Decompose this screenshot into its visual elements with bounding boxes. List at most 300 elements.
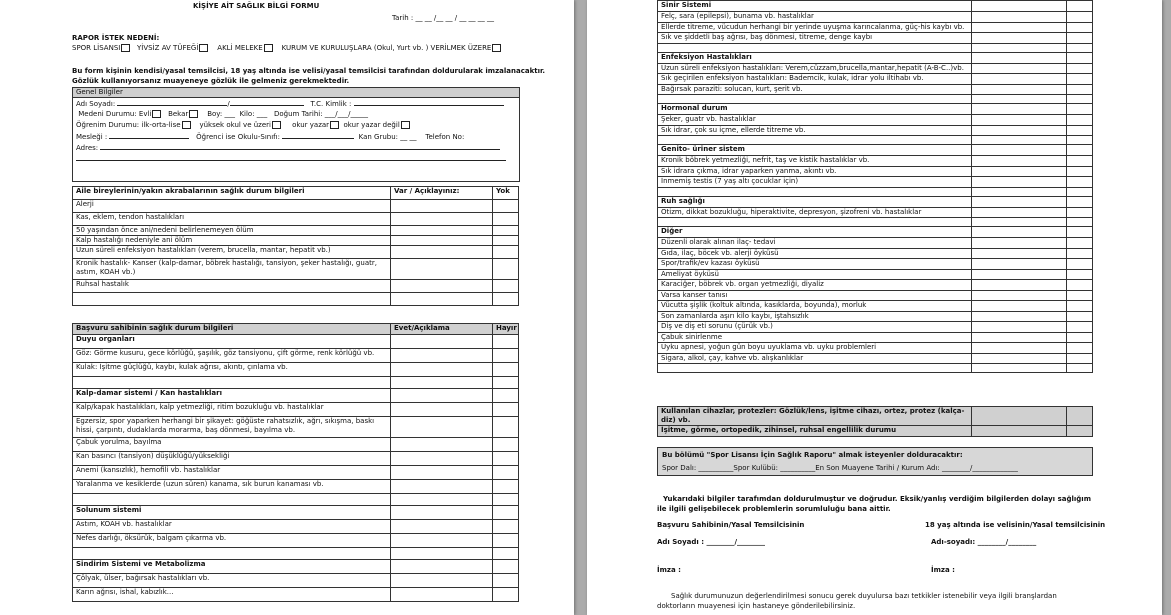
name-input[interactable] (117, 98, 227, 106)
answer-cell[interactable] (1067, 136, 1093, 145)
condition-label: Sık idrar, çok su içme, ellerde titreme vb. (658, 125, 972, 136)
condition-label: Spor/trafik/ev kazası öyküsü (658, 259, 972, 270)
answer-cell[interactable] (391, 466, 493, 480)
checkbox[interactable] (199, 44, 208, 52)
answer-cell[interactable] (1067, 95, 1093, 104)
table-row (658, 343, 1093, 354)
table-row (658, 43, 1093, 52)
condition-label: Astım, KOAH vb. hastalıklar (73, 520, 391, 534)
answer-cell[interactable] (1067, 407, 1093, 426)
answer-cell[interactable] (493, 389, 519, 403)
address-label: Adres: (76, 144, 99, 152)
answer-cell[interactable] (1067, 353, 1093, 364)
answer-cell[interactable] (972, 84, 1067, 95)
answer-cell[interactable] (972, 166, 1067, 177)
address-input[interactable] (100, 142, 500, 150)
answer-cell[interactable] (1067, 280, 1093, 291)
answer-cell[interactable] (391, 560, 493, 574)
answer-cell[interactable] (493, 213, 519, 226)
answer-cell[interactable] (972, 104, 1067, 115)
address-row (73, 142, 519, 153)
signature-right-title: 18 yaş altında ise velisinin/Yasal temsilcisinin (925, 521, 1106, 529)
condition-label: Düzenli olarak alınan ilaç- tedavi (658, 238, 972, 249)
answer-cell[interactable] (493, 452, 519, 466)
answer-cell[interactable] (1067, 1, 1093, 12)
table-row (658, 33, 1093, 44)
answer-cell[interactable] (972, 280, 1067, 291)
answer-cell[interactable] (391, 452, 493, 466)
answer-cell[interactable] (493, 403, 519, 417)
answer-cell[interactable] (972, 426, 1067, 437)
column-header: Var / Açıklayınız: (391, 187, 493, 200)
answer-cell[interactable] (1067, 84, 1093, 95)
answer-cell[interactable] (1067, 156, 1093, 167)
answer-cell[interactable] (391, 200, 493, 213)
section-title: Kalp-damar sistemi / Kan hastalıkları (73, 389, 391, 403)
condition-label: Otizm, dikkat bozukluğu, hiperaktivite, depresyon, şizofreni vb. hastalıklar (658, 207, 972, 218)
condition-label: Kalp/kapak hastalıkları, kalp yetmezliği, ritim bozukluğu vb. hastalıklar (73, 403, 391, 417)
answer-cell[interactable] (972, 22, 1067, 33)
applicant-header: Başvuru sahibinin sağlık durum bilgileri (73, 324, 391, 335)
answer-cell[interactable] (972, 43, 1067, 52)
table-row (658, 259, 1093, 270)
tc-input[interactable] (354, 98, 504, 106)
answer-cell[interactable] (391, 417, 493, 438)
answer-cell[interactable] (972, 301, 1067, 312)
condition-label: Uyku apnesi, yoğun gün boyu uyuklama vb. uyku problemleri (658, 343, 972, 354)
answer-cell[interactable] (1067, 259, 1093, 270)
answer-cell[interactable] (1067, 207, 1093, 218)
answer-cell[interactable] (1067, 145, 1093, 156)
answer-cell[interactable] (972, 322, 1067, 333)
answer-cell[interactable] (391, 438, 493, 452)
answer-cell[interactable] (493, 438, 519, 452)
answer-cell[interactable] (493, 534, 519, 548)
family-row-label: 50 yaşından önce ani/nedeni belirlenemeyen ölüm (73, 226, 391, 236)
table-row (658, 280, 1093, 291)
checkbox[interactable] (401, 121, 410, 129)
condition-label (73, 494, 391, 506)
table-row (73, 324, 519, 335)
family-row-label: Kas, eklem, tendon hastalıkları (73, 213, 391, 226)
table-row (73, 246, 519, 259)
answer-cell[interactable] (972, 343, 1067, 354)
family-row-label (73, 293, 391, 306)
answer-cell[interactable] (391, 363, 493, 377)
answer-cell[interactable] (391, 335, 493, 349)
illiterate-label: okur yazar değil (343, 121, 400, 129)
answer-cell[interactable] (1067, 12, 1093, 23)
answer-cell[interactable] (1067, 290, 1093, 301)
guardian-name-field[interactable]: Adı-soyadı: ________/________ (931, 538, 1037, 546)
devices-table (657, 406, 1093, 437)
tc-label: T.C. Kimlik : (310, 100, 352, 108)
answer-cell[interactable] (391, 506, 493, 520)
answer-cell[interactable] (493, 293, 519, 306)
instruction-line-2: Gözlük kullanıyorsanız muayeneye gözlük ile gelmeniz gerekmektedir. (72, 77, 350, 85)
education-higher-label: yüksek okul ve üzeri (199, 121, 271, 129)
table-row (658, 156, 1093, 167)
answer-cell[interactable] (493, 548, 519, 560)
answer-cell[interactable] (1067, 196, 1093, 207)
checkbox[interactable] (182, 121, 191, 129)
table-row (658, 95, 1093, 104)
page2-health-table (657, 0, 1093, 373)
answer-cell[interactable] (972, 52, 1067, 63)
school-input[interactable] (282, 131, 354, 139)
table-row (73, 494, 519, 506)
family-header: Aile bireylerinin/yakın akrabalarının sağlık durum bilgileri (73, 187, 391, 200)
answer-cell[interactable] (972, 238, 1067, 249)
answer-cell[interactable] (493, 588, 519, 602)
table-row (658, 63, 1093, 74)
answer-cell[interactable] (493, 200, 519, 213)
answer-cell[interactable] (972, 63, 1067, 74)
reason-hunting-rifle: YİVSİZ AV TÜFEĞİ (137, 44, 199, 52)
family-history-table (72, 186, 519, 306)
answer-cell[interactable] (1067, 52, 1093, 63)
answer-cell[interactable] (972, 259, 1067, 270)
section-title: Duyu organları (73, 335, 391, 349)
answer-cell[interactable] (972, 311, 1067, 322)
answer-cell[interactable] (1067, 125, 1093, 136)
section-title: Enfeksiyon Hastalıkları (658, 52, 972, 63)
table-row (73, 349, 519, 363)
answer-cell[interactable] (1067, 238, 1093, 249)
table-row (658, 301, 1093, 312)
education-row (73, 120, 519, 131)
answer-cell[interactable] (1067, 22, 1093, 33)
sport-fields[interactable]: Spor Dalı: __________Spor Kulübü: __________En Son Muayene Tarihi / Kurum Adı: ________/_____________ (662, 464, 1018, 472)
condition-label (658, 95, 972, 104)
answer-cell[interactable] (1067, 187, 1093, 196)
general-info-box (72, 87, 520, 182)
table-row (658, 364, 1093, 373)
column-header: Yok (493, 187, 519, 200)
condition-label (658, 218, 972, 227)
table-row (658, 248, 1093, 259)
answer-cell[interactable] (972, 218, 1067, 227)
checkbox[interactable] (330, 121, 339, 129)
job-row (73, 131, 519, 142)
table-row (658, 177, 1093, 188)
table-row (658, 290, 1093, 301)
condition-label: Karın ağrısı, ishal, kabızlık... (73, 588, 391, 602)
marital-label: Medeni Durumu: Evli (78, 110, 152, 118)
answer-cell[interactable] (1067, 177, 1093, 188)
table-row (658, 74, 1093, 85)
answer-cell[interactable] (391, 213, 493, 226)
section-title: Diğer (658, 227, 972, 238)
answer-cell[interactable] (493, 236, 519, 246)
answer-cell[interactable] (972, 156, 1067, 167)
table-row (658, 353, 1093, 364)
condition-label: Ameliyat öyküsü (658, 269, 972, 280)
education-label: Öğrenim Durumu: ilk-orta-lise (76, 121, 181, 129)
condition-label: Çabuk yorulma, bayılma (73, 438, 391, 452)
section-title: Solunum sistemi (73, 506, 391, 520)
answer-cell[interactable] (391, 588, 493, 602)
answer-cell[interactable] (391, 480, 493, 494)
section-title: Genito- üriner sistem (658, 145, 972, 156)
table-row (73, 213, 519, 226)
section-title: Sindirim Sistemi ve Metabolizma (73, 560, 391, 574)
signature-left-title: Başvuru Sahibinin/Yasal Temsilcisinin (657, 521, 805, 529)
answer-cell[interactable] (391, 377, 493, 389)
answer-cell[interactable] (391, 534, 493, 548)
condition-label: Anemi (kansızlık), hemofili vb. hastalıklar (73, 466, 391, 480)
answer-cell[interactable] (493, 335, 519, 349)
answer-cell[interactable] (972, 74, 1067, 85)
form-title: KİŞİYE AİT SAĞLIK BİLGİ FORMU (193, 2, 320, 10)
table-row (73, 548, 519, 560)
sport-section-title: Bu bölümü "Spor Lisansı İçin Sağlık Raporu" almak isteyenler dolduracaktır: (662, 451, 963, 459)
answer-cell[interactable] (972, 187, 1067, 196)
disability-title: İşitme, görme, ortopedik, zihinsel, ruhsal engellilik durumu (658, 426, 972, 437)
table-row (73, 452, 519, 466)
condition-label: Karaciğer, böbrek vb. organ yetmezliği, diyaliz (658, 280, 972, 291)
table-row (658, 311, 1093, 322)
answer-cell[interactable] (391, 389, 493, 403)
table-row (73, 236, 519, 246)
table-row (73, 480, 519, 494)
checkbox[interactable] (152, 110, 161, 118)
answer-cell[interactable] (972, 290, 1067, 301)
table-row (658, 115, 1093, 126)
answer-cell[interactable] (1067, 269, 1093, 280)
name-row: Adı Soyadı: / T.C. Kimlik : (73, 98, 519, 109)
date-field[interactable]: Tarih : __ __ /__ __ / __ __ __ __ (392, 14, 494, 22)
applicant-name-field[interactable]: Adı Soyadı : ________/________ (657, 538, 766, 546)
answer-cell[interactable] (493, 417, 519, 438)
condition-label: Kan basıncı (tansiyon) düşüklüğü/yüksekliği (73, 452, 391, 466)
answer-cell[interactable] (391, 280, 493, 293)
answer-cell[interactable] (972, 196, 1067, 207)
school-label: Öğrenci ise Okulu-Sınıfı: (196, 133, 280, 141)
table-row (658, 166, 1093, 177)
reason-institutions: KURUM VE KURULUŞLARA (Okul, Yurt vb. ) VERİLMEK ÜZERE (281, 44, 492, 52)
answer-cell[interactable] (493, 520, 519, 534)
table-row (658, 12, 1093, 23)
marital-row (73, 109, 519, 120)
condition-label (658, 43, 972, 52)
table-row (73, 466, 519, 480)
answer-cell[interactable] (391, 574, 493, 588)
form-page-2 (587, 0, 1162, 615)
table-row (658, 227, 1093, 238)
reason-options (72, 44, 501, 52)
table-row (73, 574, 519, 588)
answer-cell[interactable] (972, 177, 1067, 188)
table-row (73, 417, 519, 438)
table-row (73, 335, 519, 349)
answer-cell[interactable] (972, 115, 1067, 126)
single-label: Bekar (168, 110, 189, 118)
answer-cell[interactable] (1067, 115, 1093, 126)
answer-cell[interactable] (972, 125, 1067, 136)
weight-field[interactable]: Kilo: ___ (239, 110, 268, 118)
checkbox[interactable] (272, 121, 281, 129)
answer-cell[interactable] (972, 353, 1067, 364)
condition-label: Nefes darlığı, öksürük, balgam çıkarma vb. (73, 534, 391, 548)
answer-cell[interactable] (493, 466, 519, 480)
table-row (658, 332, 1093, 343)
general-info-heading: Genel Bilgiler (73, 88, 519, 98)
instruction-line-1: Bu form kişinin kendisi/yasal temsilcisi, 18 yaş altında ise velisi/yasal temsilcisi tarafından doldurularak imzalanacaktır. (72, 67, 546, 75)
checkbox[interactable] (264, 44, 273, 52)
answer-cell[interactable] (1067, 166, 1093, 177)
answer-cell[interactable] (972, 269, 1067, 280)
checkbox[interactable] (121, 44, 130, 52)
height-field[interactable]: Boy: ___ (207, 110, 235, 118)
checkbox[interactable] (492, 44, 501, 52)
column-header: Evet/Açıklama (391, 324, 493, 335)
address-input-2[interactable] (76, 153, 506, 161)
family-row-label: Uzun süreli enfeksiyon hastalıkları (verem, brucella, mantar, hepatit vb.) (73, 246, 391, 259)
answer-cell[interactable] (391, 548, 493, 560)
answer-cell[interactable] (493, 560, 519, 574)
table-row (658, 187, 1093, 196)
answer-cell[interactable] (493, 349, 519, 363)
table-row (73, 588, 519, 602)
condition-label: Vücutta şişlik (koltuk altında, kasıklarda, boyunda), morluk (658, 301, 972, 312)
phone-label: Telefon No: (425, 133, 465, 141)
condition-label: İnmemiş testis (7 yaş altı çocuklar için) (658, 177, 972, 188)
table-row (73, 506, 519, 520)
answer-cell[interactable] (493, 377, 519, 389)
table-row (658, 196, 1093, 207)
form-page-1 (0, 0, 574, 615)
footer-note: Sağlık durumunuzun değerlendirilmesi sonucu gerek duyulursa bazı tetkikler istenebilir veya ilgili branşlardan doktorların muayenesi için hastaneye gönderilebilirsiniz. (657, 592, 1057, 610)
answer-cell[interactable] (972, 364, 1067, 373)
birthdate-field[interactable]: Doğum Tarihi: ___/___/_____ (274, 110, 369, 118)
answer-cell[interactable] (493, 494, 519, 506)
condition-label: Uzun süreli enfeksiyon hastalıkları: Verem,cüzzam,brucella,mantar,hepatit (A-B-C..)vb. (658, 63, 972, 74)
answer-cell[interactable] (1067, 43, 1093, 52)
answer-cell[interactable] (972, 227, 1067, 238)
answer-cell[interactable] (391, 236, 493, 246)
table-row (658, 52, 1093, 63)
answer-cell[interactable] (391, 259, 493, 280)
answer-cell[interactable] (972, 95, 1067, 104)
table-row (73, 187, 519, 200)
table-row (658, 426, 1093, 437)
table-row (658, 136, 1093, 145)
answer-cell[interactable] (1067, 74, 1093, 85)
answer-cell[interactable] (1067, 104, 1093, 115)
answer-cell[interactable] (391, 293, 493, 306)
answer-cell[interactable] (1067, 332, 1093, 343)
condition-label (658, 136, 972, 145)
answer-cell[interactable] (391, 349, 493, 363)
answer-cell[interactable] (972, 407, 1067, 426)
answer-cell[interactable] (1067, 301, 1093, 312)
table-row (73, 377, 519, 389)
answer-cell[interactable] (1067, 63, 1093, 74)
condition-label: Sigara, alkol, çay, kahve vb. alışkanlıklar (658, 353, 972, 364)
name-label: Adı Soyadı: (76, 100, 116, 108)
answer-cell[interactable] (1067, 218, 1093, 227)
answer-cell[interactable] (493, 574, 519, 588)
answer-cell[interactable] (493, 506, 519, 520)
answer-cell[interactable] (1067, 33, 1093, 44)
applicant-health-table (72, 323, 519, 602)
answer-cell[interactable] (391, 520, 493, 534)
devices-title: Kullanılan cihazlar, protezler: Gözlük/lens, işitme cihazı, ortez, protez (kalça-diz) vb. (658, 407, 972, 426)
condition-label (658, 187, 972, 196)
condition-label: Ellerde titreme, vücudun herhangi bir yerinde uyuşma karıncalanma, güç-his kaybı vb. (658, 22, 972, 33)
answer-cell[interactable] (493, 259, 519, 280)
checkbox[interactable] (189, 110, 198, 118)
condition-label: Varsa kanser tanısı (658, 290, 972, 301)
job-input[interactable] (109, 131, 189, 139)
table-row (73, 534, 519, 548)
answer-cell[interactable] (493, 480, 519, 494)
answer-cell[interactable] (391, 494, 493, 506)
answer-cell[interactable] (972, 12, 1067, 23)
answer-cell[interactable] (972, 248, 1067, 259)
table-row (73, 259, 519, 280)
applicant-signature-field[interactable]: İmza : (657, 566, 681, 574)
answer-cell[interactable] (1067, 364, 1093, 373)
condition-label: Bağırsak paraziti: solucan, kurt, şerit vb. (658, 84, 972, 95)
table-row (658, 269, 1093, 280)
answer-cell[interactable] (1067, 322, 1093, 333)
condition-label: Göz: Görme kusuru, gece körlüğü, şaşılık, göz tansiyonu, çift görme, renk körlüğü vb. (73, 349, 391, 363)
answer-cell[interactable] (493, 226, 519, 236)
answer-cell[interactable] (391, 246, 493, 259)
answer-cell[interactable] (391, 226, 493, 236)
condition-label: Kronik böbrek yetmezliği, nefrit, taş ve kistik hastalıklar vb. (658, 156, 972, 167)
answer-cell[interactable] (972, 33, 1067, 44)
answer-cell[interactable] (972, 207, 1067, 218)
answer-cell[interactable] (972, 1, 1067, 12)
answer-cell[interactable] (1067, 248, 1093, 259)
condition-label: Sık geçirilen enfeksiyon hastalıkları: Bademcik, kulak, idrar yolu iltihabı vb. (658, 74, 972, 85)
answer-cell[interactable] (493, 280, 519, 293)
section-title: Ruh sağlığı (658, 196, 972, 207)
condition-label: Şeker, guatr vb. hastalıklar (658, 115, 972, 126)
answer-cell[interactable] (972, 332, 1067, 343)
surname-input[interactable] (230, 98, 304, 106)
table-row (658, 22, 1093, 33)
condition-label: Çölyak, ülser, bağırsak hastalıkları vb. (73, 574, 391, 588)
guardian-signature-field[interactable]: İmza : (931, 566, 955, 574)
job-label: Mesleği : (76, 133, 108, 141)
answer-cell[interactable] (1067, 426, 1093, 437)
answer-cell[interactable] (391, 403, 493, 417)
table-row (658, 207, 1093, 218)
answer-cell[interactable] (972, 136, 1067, 145)
answer-cell[interactable] (493, 246, 519, 259)
answer-cell[interactable] (1067, 227, 1093, 238)
table-row (658, 104, 1093, 115)
answer-cell[interactable] (1067, 311, 1093, 322)
condition-label: Sık ve şiddetli baş ağrısı, baş dönmesi, titreme, denge kaybı (658, 33, 972, 44)
table-row (73, 389, 519, 403)
condition-label: Sık idrara çıkma, idrar yaparken yanma, akıntı vb. (658, 166, 972, 177)
answer-cell[interactable] (972, 145, 1067, 156)
condition-label (73, 377, 391, 389)
answer-cell[interactable] (493, 363, 519, 377)
answer-cell[interactable] (1067, 343, 1093, 354)
family-row-label: Kalp hastalığı nedeniyle ani ölüm (73, 236, 391, 246)
table-row (73, 520, 519, 534)
section-title: Sinir Sistemi (658, 1, 972, 12)
family-row-label: Alerji (73, 200, 391, 213)
table-row (73, 200, 519, 213)
blood-group-field[interactable]: Kan Grubu: __ __ (358, 133, 417, 141)
